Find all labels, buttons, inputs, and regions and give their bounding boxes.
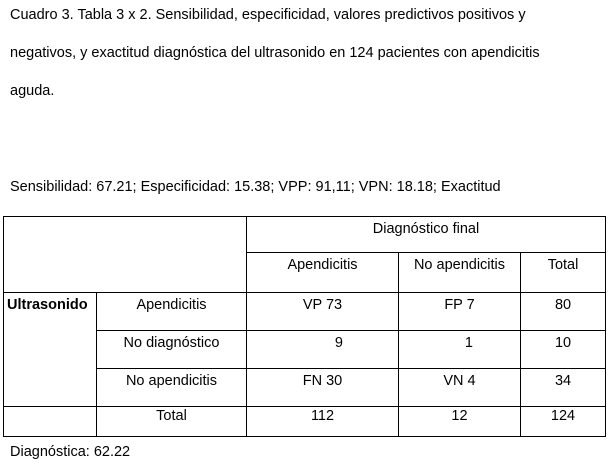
row-label-no-diagnostico: No diagnóstico (97, 331, 247, 369)
cell-no-diagnostico-apendicitis: 9 (247, 331, 399, 369)
cell-vp: VP 73 (247, 293, 399, 331)
column-header-no-apendicitis: No apendicitis (399, 253, 521, 293)
cell-total-no-apendicitis-col: 12 (399, 407, 521, 437)
cell-vn: VN 4 (399, 369, 521, 407)
row-label-no-apendicitis: No apendicitis (97, 369, 247, 407)
summary-statistics: Sensibilidad: 67.21; Especificidad: 15.38; VPP: 91,11; VPN: 18.18; Exactitud (10, 179, 501, 195)
caption-line-3: aguda. (10, 83, 55, 99)
row-label-apendicitis: Apendicitis (97, 293, 247, 331)
cell-grand-total: 124 (521, 407, 606, 437)
cell-fn: FN 30 (247, 369, 399, 407)
cell-total-no-apendicitis: 34 (521, 369, 606, 407)
column-header-apendicitis: Apendicitis (247, 253, 399, 293)
caption-line-1: Cuadro 3. Tabla 3 x 2. Sensibilidad, especificidad, valores predictivos positivos y (10, 7, 526, 23)
summary-continuation: Diagnóstica: 62.22 (10, 444, 131, 460)
header-group-diagnostico-final: Diagnóstico final (247, 217, 606, 253)
cell-fp: FP 7 (399, 293, 521, 331)
cell-no-diagnostico-no-apendicitis: 1 (399, 331, 521, 369)
cell-total-no-diagnostico: 10 (521, 331, 606, 369)
cell-total-apendicitis-col: 112 (247, 407, 399, 437)
empty-total-group-cell (4, 407, 97, 437)
contingency-table (3, 216, 606, 437)
column-header-total: Total (521, 253, 606, 293)
row-label-total: Total (97, 407, 247, 437)
empty-corner-cell (4, 217, 247, 293)
row-group-ultrasonido: Ultrasonido (4, 293, 97, 407)
caption-line-2: negativos, y exactitud diagnóstica del ultrasonido en 124 pacientes con apendicitis (10, 45, 540, 61)
cell-total-apendicitis: 80 (521, 293, 606, 331)
